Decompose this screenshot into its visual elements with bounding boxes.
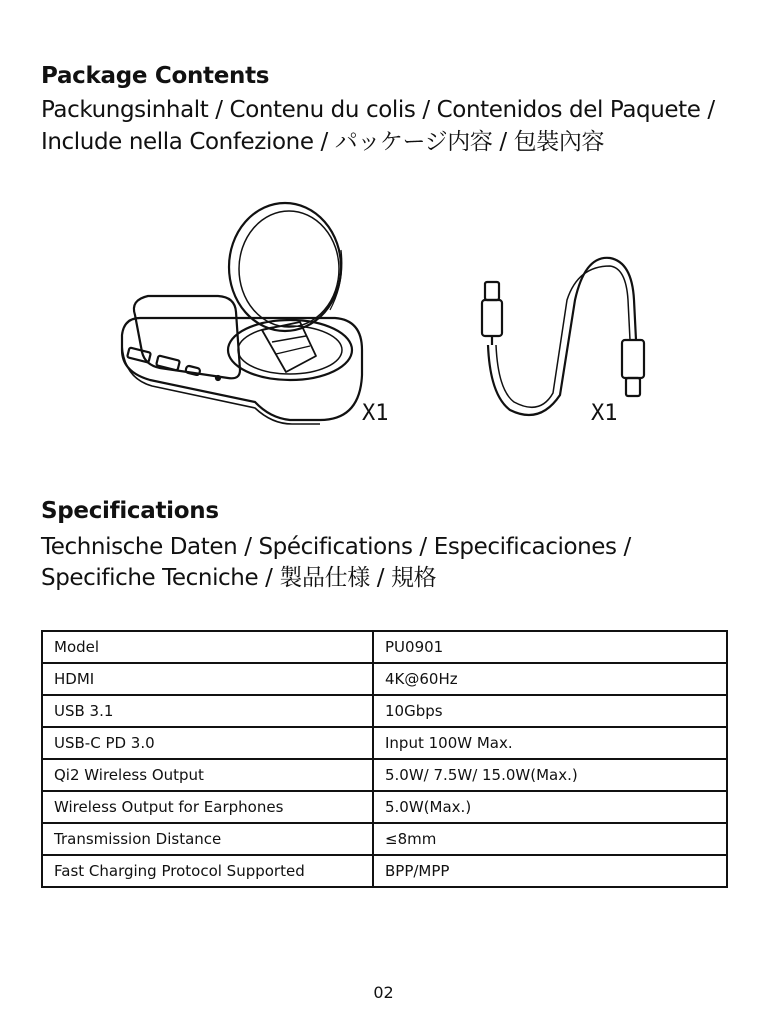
spec-value: PU0901 bbox=[373, 631, 727, 663]
spec-label: HDMI bbox=[42, 663, 373, 695]
table-row bbox=[42, 695, 727, 727]
spec-value: ≤8mm bbox=[373, 823, 727, 855]
package-contents-subtitle-line1: Packungsinhalt / Contenu du colis / Contenidos del Paquete / bbox=[41, 97, 715, 123]
spec-label: Fast Charging Protocol Supported bbox=[42, 855, 373, 887]
spec-value: 5.0W/ 7.5W/ 15.0W(Max.) bbox=[373, 759, 727, 791]
table-row bbox=[42, 727, 727, 759]
package-contents-title: Package Contents bbox=[41, 63, 270, 89]
charging-dock-illustration bbox=[122, 203, 362, 424]
cable-quantity-label: X1 bbox=[591, 401, 618, 426]
dock-quantity-label: X1 bbox=[362, 401, 389, 426]
spec-value: 5.0W(Max.) bbox=[373, 791, 727, 823]
table-row bbox=[42, 855, 727, 887]
spec-label: Transmission Distance bbox=[42, 823, 373, 855]
specifications-table bbox=[41, 630, 728, 888]
spec-label: Qi2 Wireless Output bbox=[42, 759, 373, 791]
spec-value: Input 100W Max. bbox=[373, 727, 727, 759]
table-row bbox=[42, 631, 727, 663]
specifications-subtitle-line1: Technische Daten / Spécifications / Especificaciones / bbox=[41, 534, 631, 560]
spec-value: BPP/MPP bbox=[373, 855, 727, 887]
page-number: 02 bbox=[373, 983, 394, 1002]
table-row bbox=[42, 791, 727, 823]
package-contents-subtitle-line2: Include nella Confezione / パッケージ内容 / 包裝內容 bbox=[41, 129, 605, 155]
spec-label: USB-C PD 3.0 bbox=[42, 727, 373, 759]
specifications-title: Specifications bbox=[41, 498, 219, 524]
table-row bbox=[42, 663, 727, 695]
usb-c-cable-illustration bbox=[482, 258, 644, 415]
package-illustrations bbox=[0, 200, 767, 430]
specifications-subtitle-line2: Specifiche Tecniche / 製品仕様 / 規格 bbox=[41, 565, 437, 591]
table-row bbox=[42, 823, 727, 855]
spec-value: 10Gbps bbox=[373, 695, 727, 727]
spec-label: USB 3.1 bbox=[42, 695, 373, 727]
spec-label: Wireless Output for Earphones bbox=[42, 791, 373, 823]
spec-label: Model bbox=[42, 631, 373, 663]
table-row bbox=[42, 759, 727, 791]
spec-value: 4K@60Hz bbox=[373, 663, 727, 695]
